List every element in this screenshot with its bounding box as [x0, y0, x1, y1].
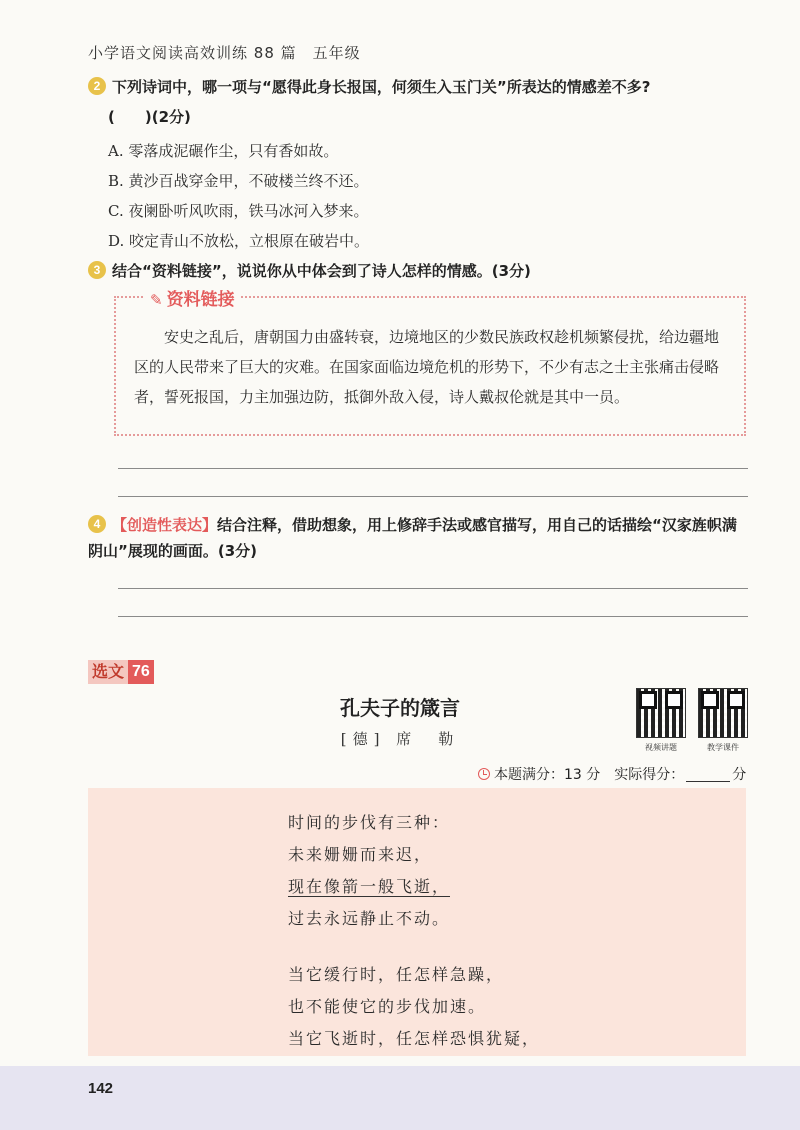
question-2-options	[108, 136, 369, 256]
answer-line	[118, 588, 748, 589]
reference-link-title	[144, 285, 241, 310]
poem-line: 未来姗姗而来迟，	[288, 845, 433, 864]
actual-score-blank[interactable]	[686, 767, 730, 782]
question-number-badge: 3	[88, 261, 106, 279]
question-4-text: 结合注释，借助想象，用上修辞手法或感官描写，用自己的话描绘“汉家旌帜满阴山”展现的画面。(3分)	[88, 516, 737, 560]
clock-icon	[478, 768, 490, 780]
poem-title: 孔夫子的箴言	[340, 696, 460, 720]
footer-bar	[0, 1066, 800, 1130]
score-unit: 分	[732, 767, 747, 783]
question-3	[88, 258, 531, 284]
question-4	[88, 512, 748, 564]
reference-link-title-text: 资料链接	[166, 290, 235, 310]
question-3-text: 结合“资料链接”，说说你从中体会到了诗人怎样的情感。(3分)	[112, 262, 531, 280]
reference-link-box	[114, 290, 746, 436]
book-header: 小学语文阅读高效训练 88 篇 五年级	[88, 44, 361, 62]
option-b: B. 黄沙百战穿金甲，不破楼兰终不还。	[108, 172, 369, 190]
reference-link-text: 安史之乱后，唐朝国力由盛转衰，边境地区的少数民族政权趁机频繁侵扰，给边疆地区的人民带来了巨大的灾难。在国家面临边境危机的形势下，不少有志之士主张痛击侵略者，誓死报国，力主加强边防，抵御外敌入侵，诗人戴叔伦就是其中一员。	[134, 328, 720, 406]
underlined-poem-line: 现在像箭一般飞逝，	[288, 877, 451, 896]
selection-number: 76	[128, 660, 154, 684]
question-2	[88, 74, 768, 100]
answer-line	[118, 468, 748, 469]
poem-line: 也不能使它的步伐加速。	[288, 997, 487, 1016]
poem-line: 过去永远静止不动。	[288, 909, 451, 928]
question-number-badge: 4	[88, 515, 106, 533]
qr-code-icon[interactable]	[636, 688, 686, 738]
qr-code-icon[interactable]	[698, 688, 748, 738]
paperclip-icon: ✎	[150, 291, 163, 309]
full-score-label: 本题满分：13 分	[494, 767, 601, 783]
question-2-text: 下列诗词中，哪一项与“愿得此身长报国，何须生入玉门关”所表达的情感差不多?	[112, 78, 651, 96]
actual-score-label: 实际得分：	[614, 767, 685, 783]
option-d: D. 咬定青山不放松，立根原在破岩中。	[108, 232, 370, 250]
option-c: C. 夜阑卧听风吹雨，铁马冰河入梦来。	[108, 202, 369, 220]
page-number: 142	[88, 1080, 114, 1097]
option-a: A. 零落成泥碾作尘，只有香如故。	[108, 142, 339, 160]
answer-line	[118, 616, 748, 617]
poem-author: [德] 席 勒	[340, 730, 460, 748]
poem-line: 当它缓行时，任怎样急躁，	[288, 965, 505, 984]
answer-line	[118, 496, 748, 497]
question-2-answer-blank: ( )(2分)	[108, 108, 191, 126]
creative-expression-tag: 【创造性表达】	[112, 516, 218, 534]
selection-label: 选文	[88, 660, 128, 684]
poem-line: 当它飞逝时，任怎样恐惧犹疑，	[288, 1029, 541, 1048]
selection-badge	[88, 660, 154, 684]
poem-line: 时间的步伐有三种：	[288, 813, 451, 832]
poem-line	[288, 874, 450, 897]
qr-caption-video: 视频讲题	[645, 743, 677, 752]
score-line	[478, 764, 746, 784]
qr-caption-courseware: 教学课件	[707, 743, 739, 752]
question-number-badge: 2	[88, 77, 106, 95]
